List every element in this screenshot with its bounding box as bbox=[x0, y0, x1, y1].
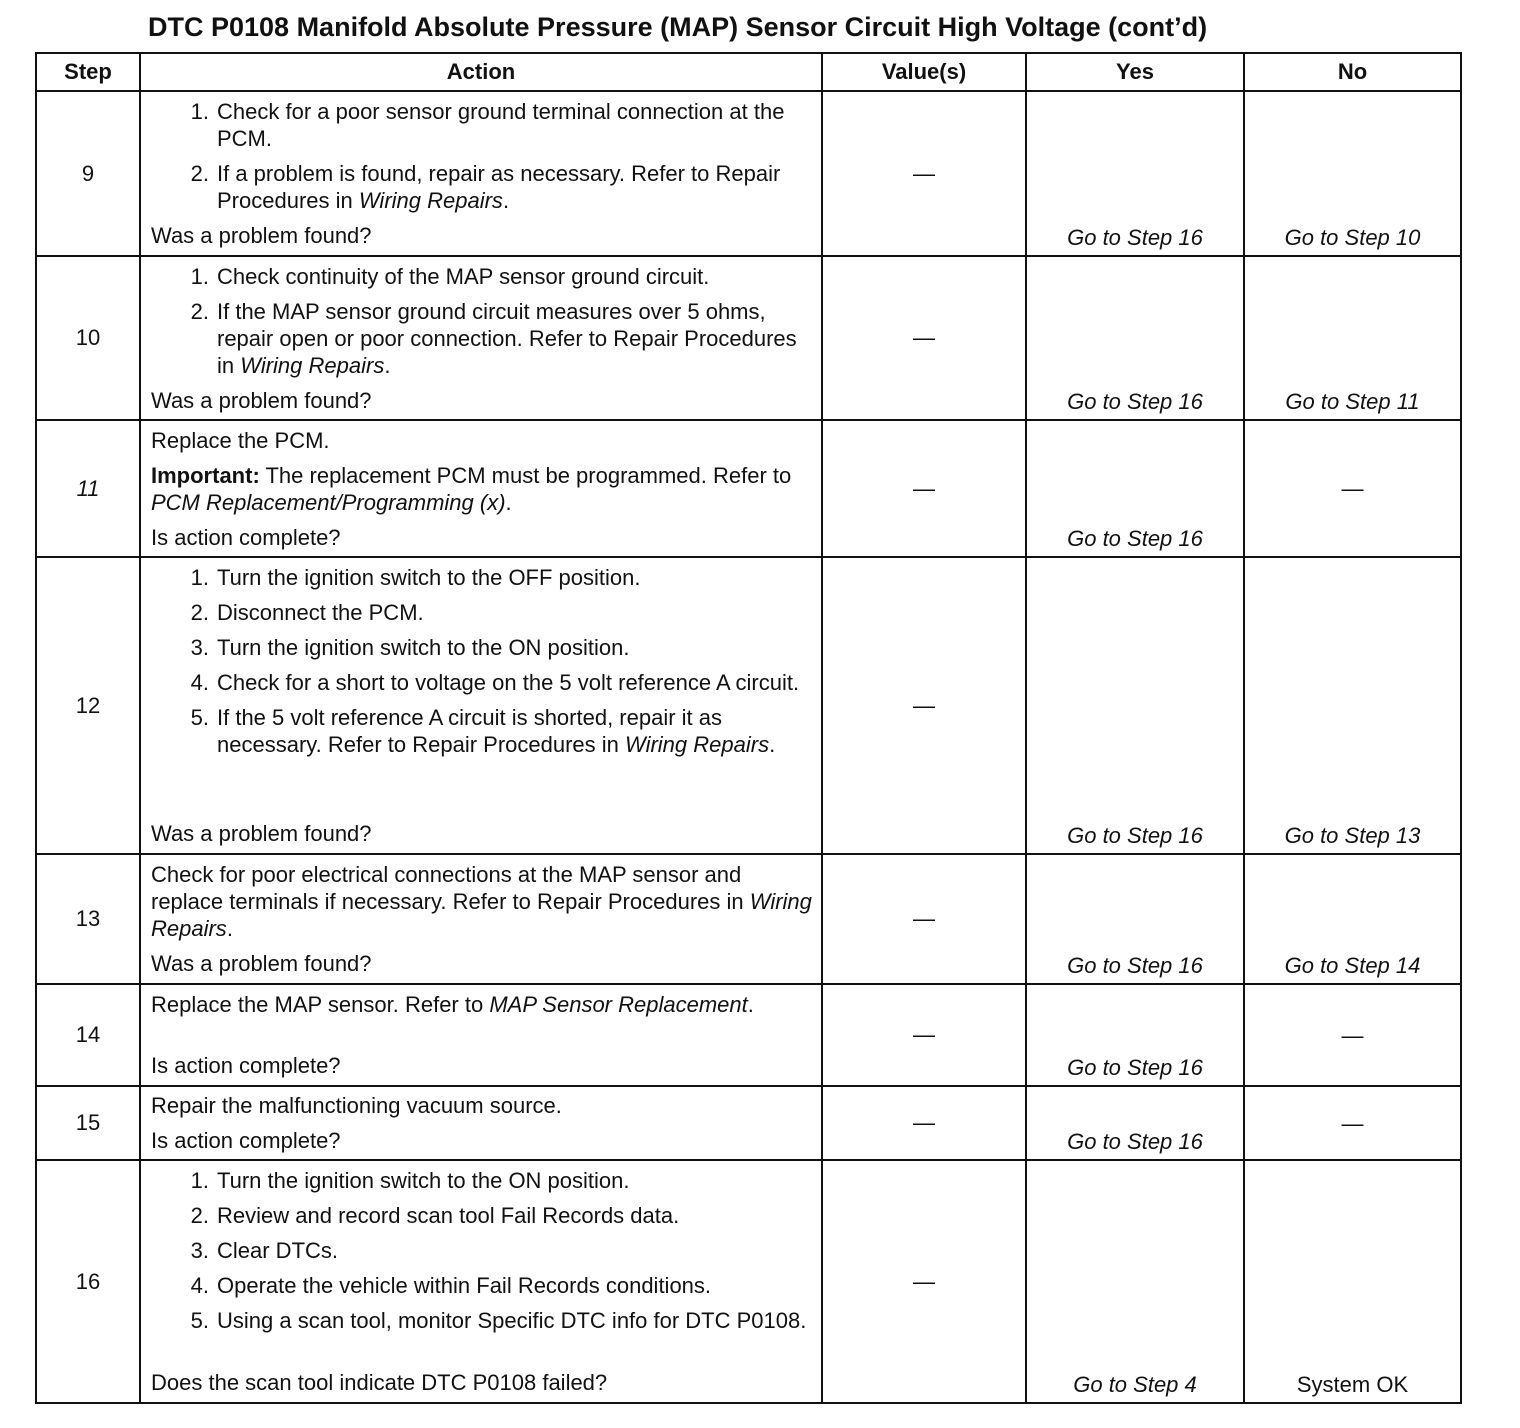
action-cell bbox=[140, 1086, 822, 1160]
list-item: 1. Turn the ignition switch to the OFF position. bbox=[190, 565, 641, 590]
question-text: Was a problem found? bbox=[151, 951, 372, 976]
list-item: 1. Check for a poor sensor ground terminal connection at the PCM. bbox=[190, 99, 785, 151]
question-text: Was a problem found? bbox=[151, 223, 372, 248]
table-row-step-14 bbox=[36, 984, 1461, 1086]
no-result: Go to Step 14 bbox=[1244, 854, 1461, 984]
yes-result: Go to Step 16 bbox=[1026, 1086, 1244, 1160]
yes-result: Go to Step 4 bbox=[1026, 1160, 1244, 1403]
question-text: Is action complete? bbox=[151, 1053, 341, 1078]
table-row-step-16 bbox=[36, 1160, 1461, 1403]
value-cell: — bbox=[822, 91, 1026, 256]
action-cell bbox=[140, 854, 822, 984]
no-result: System OK bbox=[1244, 1160, 1461, 1403]
step-number: 9 bbox=[36, 91, 140, 256]
action-cell bbox=[140, 420, 822, 557]
value-cell: — bbox=[822, 557, 1026, 854]
list-item: 4. Operate the vehicle within Fail Records conditions. bbox=[190, 1273, 712, 1298]
list-item: 2. Review and record scan tool Fail Records data. bbox=[190, 1203, 680, 1228]
header-values: Value(s) bbox=[822, 53, 1026, 91]
table-row-step-11 bbox=[36, 420, 1461, 557]
action-cell bbox=[140, 557, 822, 854]
yes-result: Go to Step 16 bbox=[1026, 557, 1244, 854]
step-number: 14 bbox=[36, 984, 140, 1086]
list-item: 2. If a problem is found, repair as necessary. Refer to Repair Procedures in Wiring Repairs. bbox=[190, 161, 781, 213]
list-item: 3. Clear DTCs. bbox=[190, 1238, 339, 1263]
value-cell: — bbox=[822, 984, 1026, 1086]
header-step: Step bbox=[36, 53, 140, 91]
no-result: Go to Step 11 bbox=[1244, 256, 1461, 420]
yes-result: Go to Step 16 bbox=[1026, 984, 1244, 1086]
table-row-step-13 bbox=[36, 854, 1461, 984]
question-text: Is action complete? bbox=[151, 1128, 341, 1153]
list-item: 2. If the MAP sensor ground circuit measures over 5 ohms, repair open or poor connection. Refer to Repair Procedures in Wiring Repairs. bbox=[190, 299, 797, 378]
yes-result: Go to Step 16 bbox=[1026, 854, 1244, 984]
list-item: 4. Check for a short to voltage on the 5 volt reference A circuit. bbox=[190, 670, 800, 695]
page-title: DTC P0108 Manifold Absolute Pressure (MAP) Sensor Circuit High Voltage (cont’d) bbox=[148, 12, 1208, 42]
list-item: 3. Turn the ignition switch to the ON position. bbox=[190, 635, 630, 660]
table-row-step-10 bbox=[36, 256, 1461, 420]
step-number: 10 bbox=[36, 256, 140, 420]
list-item: 5. Using a scan tool, monitor Specific DTC info for DTC P0108. bbox=[190, 1308, 807, 1333]
yes-result: Go to Step 16 bbox=[1026, 420, 1244, 557]
action-text: Replace the MAP sensor. Refer to MAP Sensor Replacement. bbox=[151, 992, 754, 1017]
no-result: Go to Step 10 bbox=[1244, 91, 1461, 256]
question-text: Was a problem found? bbox=[151, 388, 372, 413]
table-row-step-15 bbox=[36, 1086, 1461, 1160]
table-row-step-9 bbox=[36, 91, 1461, 256]
value-cell: — bbox=[822, 854, 1026, 984]
table-header-row bbox=[36, 53, 1461, 91]
step-number: 15 bbox=[36, 1086, 140, 1160]
action-cell bbox=[140, 1160, 822, 1403]
list-item: 5. If the 5 volt reference A circuit is shorted, repair it as necessary. Refer to Repair Procedures in Wiring Repairs. bbox=[190, 705, 776, 757]
no-result: — bbox=[1244, 1086, 1461, 1160]
action-cell bbox=[140, 256, 822, 420]
action-text: Replace the PCM. bbox=[151, 428, 330, 453]
diagnostic-table bbox=[35, 52, 1462, 1404]
value-cell: — bbox=[822, 1086, 1026, 1160]
question-text: Does the scan tool indicate DTC P0108 failed? bbox=[151, 1370, 608, 1395]
value-cell: — bbox=[822, 1160, 1026, 1403]
important-note: Important: The replacement PCM must be programmed. Refer to PCM Replacement/Programming (x). bbox=[151, 463, 792, 515]
yes-result: Go to Step 16 bbox=[1026, 256, 1244, 420]
action-cell bbox=[140, 91, 822, 256]
header-yes: Yes bbox=[1026, 53, 1244, 91]
header-action: Action bbox=[140, 53, 822, 91]
yes-result: Go to Step 16 bbox=[1026, 91, 1244, 256]
list-item: 1. Turn the ignition switch to the ON position. bbox=[190, 1168, 630, 1193]
step-number: 12 bbox=[36, 557, 140, 854]
list-item: 1. Check continuity of the MAP sensor ground circuit. bbox=[190, 264, 710, 289]
action-cell bbox=[140, 984, 822, 1086]
no-result: — bbox=[1244, 420, 1461, 557]
step-number: 13 bbox=[36, 854, 140, 984]
value-cell: — bbox=[822, 256, 1026, 420]
table-row-step-12 bbox=[36, 557, 1461, 854]
header-no: No bbox=[1244, 53, 1461, 91]
step-number: 16 bbox=[36, 1160, 140, 1403]
action-text: Repair the malfunctioning vacuum source. bbox=[151, 1093, 562, 1118]
action-text: Check for poor electrical connections at the MAP sensor and replace terminals if necessary. Refer to Repair Procedures in Wiring Repairs. bbox=[151, 862, 812, 941]
no-result: — bbox=[1244, 984, 1461, 1086]
list-item: 2. Disconnect the PCM. bbox=[190, 600, 424, 625]
step-number: 11 bbox=[36, 420, 140, 557]
question-text: Is action complete? bbox=[151, 525, 341, 550]
no-result: Go to Step 13 bbox=[1244, 557, 1461, 854]
question-text: Was a problem found? bbox=[151, 821, 372, 846]
value-cell: — bbox=[822, 420, 1026, 557]
